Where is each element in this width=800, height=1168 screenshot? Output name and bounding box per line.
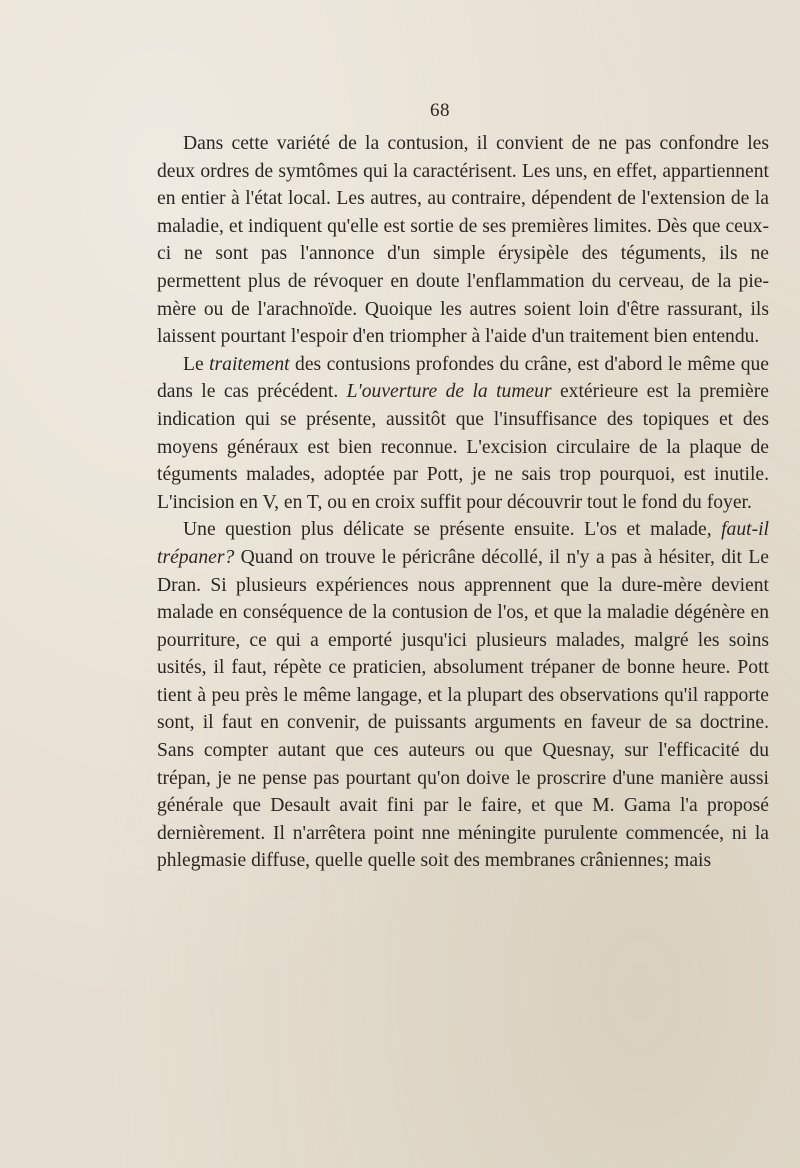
italic-phrase: faut-il trépaner? [157, 519, 769, 568]
text-run: des contusions profondes du crâne, est d'abord le même que dans le cas précédent. [157, 353, 769, 403]
text-run: Quand on trouve le péricrâne décollé, il n'y a pas à hésiter, dit Le Dran. Si plusieurs expériences nous apprennent que la dure-mère devient malade en conséquence de la contusion de l'os, et que la maladie dégénère en pourriture, ce qui a emporté jusqu'ici plusieurs malades, malgré les soins usités, il faut, répète ce praticien, absolument trépaner de bonne heure. Pott tient à peu près le même langage, et la plupart des observations qu'il rapporte sont, il faut en convenir, de puissants arguments en faveur de sa doctrine. Sans compter autant que ces auteurs ou que Quesnay, sur l'efficacité du trépan, je ne pense pas pourtant qu'on doive le proscrire d'une manière aussi générale que Desault avait fini par le faire, et que M. Gama l'a proposé dernièrement. Il n'arrêtera point nne méningite purulente commencée, ni la phlegmasie diffuse, quelle quelle soit des membranes crâniennes; mais [157, 546, 769, 872]
text-run: extérieure est la première indication qui se présente, aussitôt que l'insuffisance des topiques et des moyens généraux est bien reconnue. L'excision circulaire de la plaque de téguments malades, adoptée par Pott, je ne sais trop pourquoi, est inutile. L'incision en V, en T, ou en croix suffit pour découvrir tout le fond du foyer. [157, 381, 769, 513]
paragraph-2 [157, 351, 769, 517]
body-text [157, 130, 769, 875]
text-run: Le [183, 353, 210, 375]
text-run: Une question plus délicate se présente ensuite. L'os et malade, [183, 519, 722, 541]
page-number: 68 [430, 100, 450, 121]
paragraph-1 [157, 130, 769, 351]
italic-phrase: traitement [209, 353, 290, 375]
paragraph-3 [157, 516, 769, 875]
text-run: Dans cette variété de la contusion, il convient de ne pas confondre les deux ordres de symtômes qui la caractérisent. Les uns, en effet, appartiennent en entier à l'état local. Les autres, au contraire, dépendent de l'extension de la maladie, et indiquent qu'elle est sortie de ses premières limites. Dès que ceux-ci ne sont pas l'annonce d'un simple érysipèle des téguments, ils ne permettent plus de révoquer en doute l'enflammation du cerveau, de la pie-mère ou de l'arachnoïde. Quoique les autres soient loin d'être rassurant, ils laissent pourtant l'espoir d'en triompher à l'aide d'un traitement bien entendu. [157, 133, 769, 348]
italic-phrase: L'ouverture de la tumeur [346, 381, 552, 403]
